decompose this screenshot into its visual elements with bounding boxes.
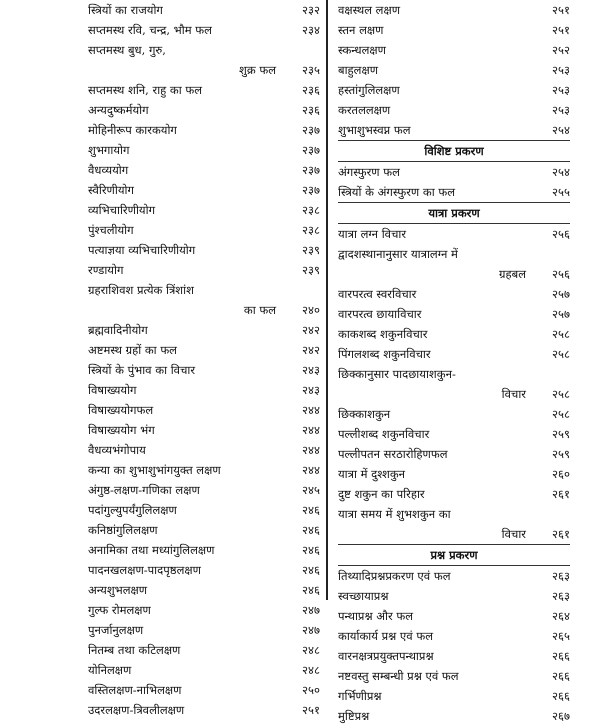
index-entry xyxy=(338,120,570,140)
entry-title: दुष्ट शकुन का परिहार xyxy=(338,487,425,501)
entry-title: उदरलक्षण-त्रिवलीलक्षण xyxy=(88,703,185,717)
entry-page-number: २६१ xyxy=(552,527,570,541)
entry-title: विषाख्ययोग भंग xyxy=(88,423,155,437)
index-entry xyxy=(88,120,320,140)
entry-page-number: २६३ xyxy=(552,569,570,583)
entry-title: पिंगलशब्द शकुनविचार xyxy=(338,347,431,361)
entry-title: प्रश्न प्रकरण xyxy=(430,548,478,562)
index-entry xyxy=(338,566,570,586)
entry-page-number: २५१ xyxy=(552,23,570,37)
entry-page-number: २३८ xyxy=(302,203,320,217)
entry-title: नष्टवस्तु सम्बन्धी प्रश्न एवं फल xyxy=(338,669,459,683)
entry-page-number: २५८ xyxy=(552,347,570,361)
index-entry xyxy=(88,280,320,300)
entry-title: कनिष्ठांगुलिलक्षण xyxy=(88,523,158,537)
index-entry xyxy=(88,20,320,40)
entry-page-number: २३७ xyxy=(302,163,320,177)
entry-page-number: २३९ xyxy=(302,263,320,277)
entry-page-number: २६५ xyxy=(552,629,570,643)
index-entry xyxy=(88,300,320,320)
entry-page-number: २५९ xyxy=(552,427,570,441)
entry-page-number: २४६ xyxy=(302,543,320,557)
entry-page-number: २४२ xyxy=(302,343,320,357)
index-entry xyxy=(88,480,320,500)
entry-title: पल्लीपतन सरठारोहिणफल xyxy=(338,447,448,461)
entry-page-number: २३७ xyxy=(302,143,320,157)
entry-page-number: २६० xyxy=(552,467,570,481)
index-entry xyxy=(88,100,320,120)
entry-page-number: २३५ xyxy=(302,63,320,77)
section-heading xyxy=(338,140,570,162)
entry-page-number: २४८ xyxy=(302,643,320,657)
entry-title: तिथ्यादिप्रश्नप्रकरण एवं फल xyxy=(338,569,451,583)
entry-page-number: २४६ xyxy=(302,523,320,537)
entry-title: स्त्रियों का राजयोग xyxy=(88,3,163,17)
index-entry xyxy=(338,504,570,524)
index-entry xyxy=(88,440,320,460)
entry-title: ग्रहबल xyxy=(499,267,526,281)
entry-title: वारपरत्व छायाविचार xyxy=(338,307,422,321)
entry-title: स्त्रियों के अंगस्फुरण का फल xyxy=(338,185,455,199)
entry-title: यात्रा में दुश्शकुन xyxy=(338,467,406,481)
index-entry xyxy=(88,600,320,620)
entry-title: यात्रा प्रकरण xyxy=(428,206,480,220)
entry-page-number: २५१ xyxy=(302,703,320,717)
entry-title: स्वच्छायाप्रश्न xyxy=(338,589,389,603)
index-entry xyxy=(338,100,570,120)
index-entry xyxy=(338,444,570,464)
section-heading xyxy=(338,202,570,224)
index-entry xyxy=(88,160,320,180)
entry-title: पादनखलक्षण-पादपृष्ठलक्षण xyxy=(88,563,201,577)
entry-page-number: २५१ xyxy=(552,3,570,17)
entry-page-number: २४४ xyxy=(302,443,320,457)
index-entry xyxy=(88,220,320,240)
entry-page-number: २४० xyxy=(302,303,320,317)
entry-title: पल्लीशब्द शकुनविचार xyxy=(338,427,430,441)
entry-title: शुक्र फल xyxy=(239,63,276,77)
entry-title: द्वादशस्थानानुसार यात्रालग्न में xyxy=(338,247,458,261)
entry-page-number: २५० xyxy=(302,683,320,697)
index-entry xyxy=(88,520,320,540)
entry-page-number: २५२ xyxy=(552,43,570,57)
entry-title: विषाख्ययोग xyxy=(88,383,137,397)
entry-page-number: २५८ xyxy=(552,407,570,421)
entry-title: व्यभिचारिणीयोग xyxy=(88,203,156,217)
index-entry xyxy=(88,320,320,340)
index-entry xyxy=(338,80,570,100)
entry-title: वक्षस्थल लक्षण xyxy=(338,3,401,17)
index-entry xyxy=(338,424,570,444)
entry-title: यात्रा समय में शुभशकुन का xyxy=(338,507,451,521)
entry-title: सप्तमस्थ बुध, गुरु, xyxy=(88,43,166,57)
entry-title: हस्तांगुलिलक्षण xyxy=(338,83,400,97)
entry-page-number: २४४ xyxy=(302,463,320,477)
index-entry xyxy=(88,620,320,640)
entry-title: कार्याकार्य प्रश्न एवं फल xyxy=(338,629,433,643)
index-entry xyxy=(338,40,570,60)
index-entry xyxy=(88,80,320,100)
entry-title: गुल्फ रोमलक्षण xyxy=(88,603,151,617)
entry-page-number: २५६ xyxy=(552,227,570,241)
entry-title: ब्रह्मवादिनीयोग xyxy=(88,323,148,337)
entry-title: पत्याज्ञया व्यभिचारिणीयोग xyxy=(88,243,196,257)
index-entry xyxy=(338,586,570,606)
entry-title: अष्टमस्थ ग्रहों का फल xyxy=(88,343,177,357)
entry-page-number: २६१ xyxy=(552,487,570,501)
entry-page-number: २५९ xyxy=(552,447,570,461)
index-column-right xyxy=(328,0,570,723)
index-entry xyxy=(338,666,570,686)
entry-page-number: २६६ xyxy=(552,689,570,703)
entry-title: काकशब्द शकुनविचार xyxy=(338,327,428,341)
entry-page-number: २५४ xyxy=(552,123,570,137)
index-entry xyxy=(338,464,570,484)
index-entry xyxy=(88,240,320,260)
index-entry xyxy=(88,40,320,60)
entry-title: छिक्काशकुन xyxy=(338,407,391,421)
entry-page-number: २६६ xyxy=(552,669,570,683)
index-entry xyxy=(88,400,320,420)
index-entry xyxy=(88,500,320,520)
entry-page-number: २४६ xyxy=(302,583,320,597)
entry-page-number: २४८ xyxy=(302,663,320,677)
index-entry xyxy=(88,420,320,440)
index-entry xyxy=(338,20,570,40)
entry-title: अन्यदुष्कर्मयोग xyxy=(88,103,149,117)
entry-page-number: २५४ xyxy=(552,165,570,179)
index-entry xyxy=(338,606,570,626)
entry-page-number: २३८ xyxy=(302,223,320,237)
entry-page-number: २५७ xyxy=(552,307,570,321)
index-entry xyxy=(88,140,320,160)
entry-title: वस्तिलक्षण-नाभिलक्षण xyxy=(88,683,182,697)
index-entry xyxy=(338,264,570,284)
index-entry xyxy=(88,180,320,200)
entry-title: वारनक्षत्रप्रयुक्तपन्थाप्रश्न xyxy=(338,649,434,663)
entry-title: सप्तमस्थ शनि, राहु का फल xyxy=(88,83,203,97)
entry-page-number: २४४ xyxy=(302,403,320,417)
index-entry xyxy=(88,60,320,80)
entry-title: करतललक्षण xyxy=(338,103,391,117)
entry-title: पन्थाप्रश्न और फल xyxy=(338,609,414,623)
entry-title: योनिलक्षण xyxy=(88,663,132,677)
entry-page-number: २५५ xyxy=(552,185,570,199)
entry-title: शुभाशुभस्वप्न फल xyxy=(338,123,411,137)
entry-title: अन्यशुभलक्षण xyxy=(88,583,148,597)
index-entry xyxy=(338,364,570,384)
index-entry xyxy=(338,60,570,80)
entry-page-number: २६६ xyxy=(552,649,570,663)
index-entry xyxy=(338,284,570,304)
entry-page-number: २५३ xyxy=(552,83,570,97)
entry-page-number: २५७ xyxy=(552,287,570,301)
entry-title: स्त्रियों के पुंभाव का विचार xyxy=(88,363,196,377)
entry-title: बाहुलक्षण xyxy=(338,63,379,77)
entry-page-number: २५६ xyxy=(552,267,570,281)
index-entry xyxy=(338,162,570,182)
entry-title: नितम्ब तथा कटिलक्षण xyxy=(88,643,181,657)
index-entry xyxy=(338,706,570,726)
index-entry xyxy=(88,260,320,280)
entry-page-number: २३२ xyxy=(302,3,320,17)
index-entry xyxy=(338,0,570,20)
section-heading xyxy=(338,544,570,566)
index-entry xyxy=(338,484,570,504)
entry-page-number: २४६ xyxy=(302,503,320,517)
entry-title: गर्भिणीप्रश्न xyxy=(338,689,382,703)
index-entry xyxy=(338,304,570,324)
entry-title: पुंश्चलीयोग xyxy=(88,223,134,237)
entry-title: छिक्कानुसार पादछायाशकुन- xyxy=(338,367,456,381)
entry-page-number: २३७ xyxy=(302,183,320,197)
index-entry xyxy=(88,340,320,360)
entry-title: स्कन्धलक्षण xyxy=(338,43,386,57)
entry-page-number: २४२ xyxy=(302,323,320,337)
entry-page-number: २४३ xyxy=(302,383,320,397)
entry-page-number: २४३ xyxy=(302,363,320,377)
entry-page-number: २३६ xyxy=(302,103,320,117)
entry-title: वैधव्ययोग xyxy=(88,163,129,177)
entry-title: कन्या का शुभाशुभांगयुक्त लक्षण xyxy=(88,463,221,477)
entry-page-number: २६४ xyxy=(552,609,570,623)
entry-title: अंगुष्ठ-लक्षण-गणिका लक्षण xyxy=(88,483,200,497)
index-entry xyxy=(88,360,320,380)
index-entry xyxy=(338,224,570,244)
entry-title: पदांगुल्युपर्यंगुलिलक्षण xyxy=(88,503,177,517)
entry-title: पुनर्जानुलक्षण xyxy=(88,623,144,637)
index-entry xyxy=(338,646,570,666)
index-entry xyxy=(338,182,570,202)
index-entry xyxy=(338,686,570,706)
index-entry xyxy=(338,404,570,424)
entry-page-number: २६७ xyxy=(552,709,570,723)
entry-page-number: २३९ xyxy=(302,243,320,257)
index-entry xyxy=(88,200,320,220)
entry-title: वैधव्यभंगोपाय xyxy=(88,443,146,457)
index-column-left xyxy=(88,0,326,717)
entry-page-number: २३६ xyxy=(302,83,320,97)
index-entry xyxy=(88,660,320,680)
index-entry xyxy=(88,460,320,480)
entry-title: विचार xyxy=(501,527,526,541)
entry-page-number: २४६ xyxy=(302,563,320,577)
entry-title: अंगस्फुरण फल xyxy=(338,165,400,179)
entry-title: विचार xyxy=(501,387,526,401)
index-entry xyxy=(338,384,570,404)
index-entry xyxy=(338,344,570,364)
entry-page-number: २४७ xyxy=(302,603,320,617)
entry-page-number: २५८ xyxy=(552,327,570,341)
index-entry xyxy=(338,244,570,264)
index-entry xyxy=(88,700,320,720)
entry-page-number: २६३ xyxy=(552,589,570,603)
entry-title: विषाख्ययोगफल xyxy=(88,403,154,417)
entry-title: शुभगायोग xyxy=(88,143,130,157)
entry-page-number: २५३ xyxy=(552,63,570,77)
entry-title: यात्रा लग्न विचार xyxy=(338,227,407,241)
entry-title: स्तन लक्षण xyxy=(338,23,384,37)
index-entry xyxy=(88,560,320,580)
entry-title: वारपरत्व स्वरविचार xyxy=(338,287,417,301)
index-entry xyxy=(88,540,320,560)
index-entry xyxy=(88,380,320,400)
index-entry xyxy=(88,640,320,660)
entry-title: अनामिका तथा मध्यांगुलिलक्षण xyxy=(88,543,215,557)
index-entry xyxy=(338,626,570,646)
entry-title: ग्रहराशिवश प्रत्येक त्रिंशांश xyxy=(88,283,194,297)
entry-title: का फल xyxy=(243,303,276,317)
entry-page-number: २४४ xyxy=(302,423,320,437)
entry-title: सप्तमस्थ रवि, चन्द्र, भौम फल xyxy=(88,23,212,37)
entry-title: मोहिनीरूप कारकयोग xyxy=(88,123,177,137)
entry-title: विशिष्ट प्रकरण xyxy=(424,144,484,158)
entry-page-number: २५८ xyxy=(552,387,570,401)
index-entry xyxy=(88,680,320,700)
index-entry xyxy=(88,580,320,600)
entry-page-number: २३४ xyxy=(302,23,320,37)
index-entry xyxy=(88,0,320,20)
entry-page-number: २४५ xyxy=(302,483,320,497)
entry-page-number: २५३ xyxy=(552,103,570,117)
entry-title: स्वैरिणीयोग xyxy=(88,183,134,197)
index-entry xyxy=(338,524,570,544)
index-entry xyxy=(338,324,570,344)
entry-title: मुष्टिप्रश्न xyxy=(338,709,370,723)
entry-page-number: २४७ xyxy=(302,623,320,637)
entry-page-number: २३७ xyxy=(302,123,320,137)
entry-title: रण्डायोग xyxy=(88,263,124,277)
